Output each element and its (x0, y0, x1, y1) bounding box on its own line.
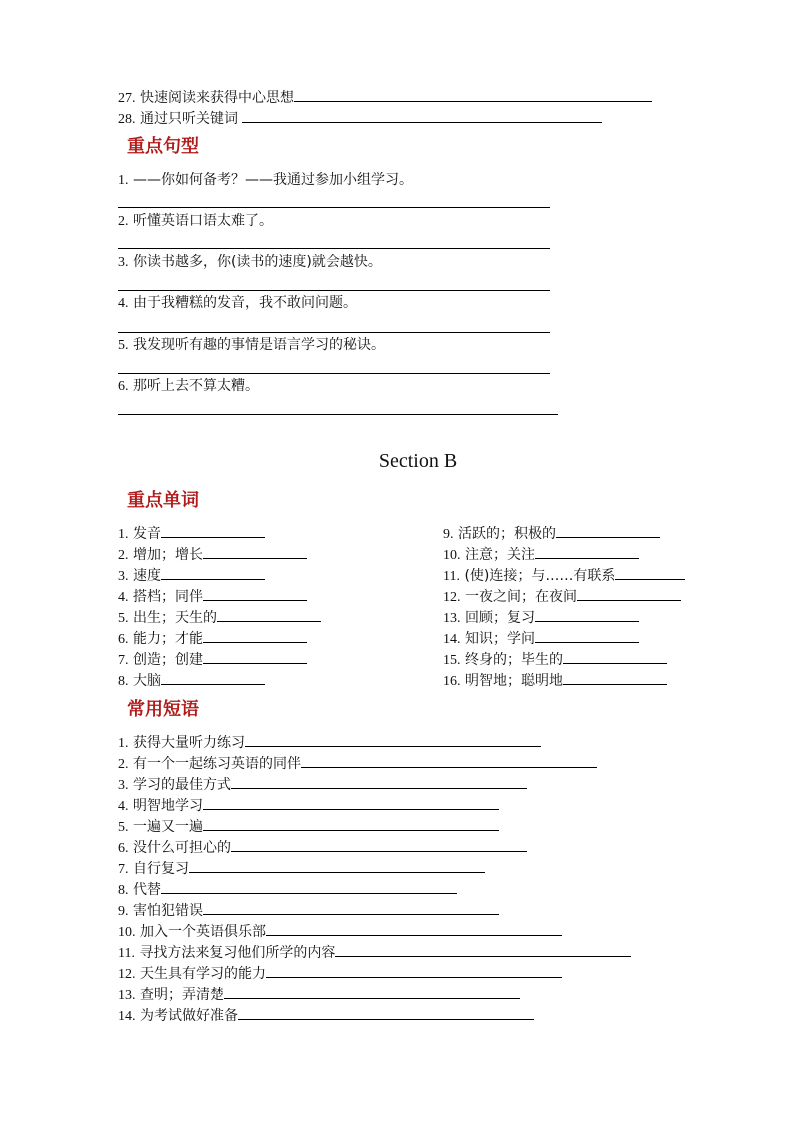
item-text: 明智地学习 (132, 798, 203, 814)
vocab-item (443, 543, 639, 566)
vocab-item (443, 669, 667, 692)
answer-blank[interactable] (203, 627, 307, 643)
item-number: 7. (118, 862, 129, 877)
answer-blank[interactable] (161, 878, 457, 894)
item-text: 由于我糟糕的发音，我不敢问问题。 (132, 295, 357, 311)
item-text: 增加；增长 (132, 547, 203, 563)
item-text: 大脑 (132, 673, 161, 689)
answer-blank[interactable] (224, 983, 520, 999)
item-text: 加入一个英语俱乐部 (139, 924, 266, 940)
phrase-item (118, 878, 457, 901)
item-number: 5. (118, 820, 129, 835)
item-text: 没什么可担心的 (132, 840, 231, 856)
answer-blank[interactable] (189, 857, 485, 873)
answer-line-1[interactable] (118, 207, 550, 208)
item-text: 学习的最佳方式 (132, 777, 231, 793)
item-number: 3. (118, 569, 129, 584)
item-text: (使)连接；与……有联系 (464, 568, 616, 584)
phrase-item (118, 836, 527, 859)
item-text: 终身的；毕生的 (464, 652, 563, 668)
answer-blank[interactable] (217, 606, 321, 622)
phrase-item (118, 941, 631, 964)
phrase-item (118, 752, 597, 775)
phrases-heading: 常用短语 (127, 699, 199, 720)
item-number: 12. (118, 967, 136, 982)
phrase-item (118, 857, 485, 880)
answer-line-2[interactable] (118, 248, 550, 249)
item-number: 14. (118, 1009, 136, 1024)
vocab-item (118, 543, 307, 566)
vocab-item (118, 564, 265, 587)
item-text: 注意；关注 (464, 547, 535, 563)
item-number: 9. (443, 527, 454, 542)
vocab-item (443, 585, 681, 608)
item-text: 出生；天生的 (132, 610, 217, 626)
vocab-item (443, 648, 667, 671)
item-number: 5. (118, 338, 129, 353)
item-text: 害怕犯错误 (132, 903, 203, 919)
answer-line-4[interactable] (118, 332, 550, 333)
answer-blank[interactable] (301, 752, 597, 768)
item-number: 11. (443, 569, 460, 584)
item-text: 一夜之间；在夜间 (464, 589, 577, 605)
item-number: 8. (118, 674, 129, 689)
item-text: 一遍又一遍 (132, 819, 203, 835)
vocab-item (443, 606, 639, 629)
answer-blank[interactable] (335, 941, 631, 957)
item-number: 1. (118, 527, 129, 542)
item-text: 自行复习 (132, 861, 189, 877)
answer-blank[interactable] (535, 543, 639, 559)
answer-blank[interactable] (266, 920, 562, 936)
answer-blank[interactable] (231, 836, 527, 852)
item-number: 13. (118, 988, 136, 1003)
vocab-item (118, 606, 321, 629)
sentence-item-1 (118, 170, 413, 191)
item-text: 活跃的；积极的 (457, 526, 556, 542)
item-number: 4. (118, 590, 129, 605)
sentence-item-6 (118, 376, 259, 397)
item-text: 通过只听关键词 (139, 111, 238, 127)
sentence-item-2 (118, 211, 273, 232)
item-number: 28. (118, 112, 136, 127)
item-number: 10. (118, 925, 136, 940)
item-text: 能力；才能 (132, 631, 203, 647)
vocab-heading: 重点单词 (127, 490, 199, 511)
item-number: 5. (118, 611, 129, 626)
item-number: 2. (118, 548, 129, 563)
item-text: 听懂英语口语太难了。 (132, 213, 273, 229)
item-number: 7. (118, 653, 129, 668)
answer-blank[interactable] (245, 731, 541, 747)
item-number: 4. (118, 296, 129, 311)
item-number: 16. (443, 674, 461, 689)
vocab-item (443, 522, 660, 545)
item-number: 1. (118, 736, 129, 751)
answer-blank[interactable] (535, 627, 639, 643)
vocab-item (118, 669, 265, 692)
item-text: 代替 (132, 882, 161, 898)
key-sentences-heading: 重点句型 (127, 136, 199, 157)
answer-blank[interactable] (203, 648, 307, 664)
sentence-item-3 (118, 252, 382, 273)
item-number: 3. (118, 255, 129, 270)
item-text: 创造；创建 (132, 652, 203, 668)
section-title: Section B (378, 450, 458, 472)
phrase-item (118, 773, 527, 796)
phrase-item (118, 983, 520, 1006)
item-number: 1. (118, 173, 129, 188)
item-number: 6. (118, 841, 129, 856)
item-number: 10. (443, 548, 461, 563)
phrase-item (118, 794, 499, 817)
vocab-item (118, 585, 307, 608)
item-number: 2. (118, 757, 129, 772)
item-text: 我发现听有趣的事情是语言学习的秘诀。 (132, 337, 385, 353)
vocab-item (443, 564, 685, 587)
item-text: 你读书越多，你(读书的速度)就会越快。 (132, 254, 382, 270)
item-number: 8. (118, 883, 129, 898)
answer-blank[interactable] (577, 585, 681, 601)
vocab-item (118, 648, 307, 671)
item-text: 查明；弄清楚 (139, 987, 224, 1003)
item-number: 2. (118, 214, 129, 229)
item-text: 有一个一起练习英语的同伴 (132, 756, 301, 772)
answer-line-5[interactable] (118, 373, 550, 374)
item-number: 27. (118, 91, 136, 106)
vocab-item (443, 627, 639, 650)
answer-blank[interactable] (535, 606, 639, 622)
phrase-item (118, 920, 562, 943)
item-text: 发音 (132, 526, 161, 542)
vocab-item (118, 627, 307, 650)
answer-blank[interactable] (266, 962, 562, 978)
item-text: 知识；学问 (464, 631, 535, 647)
item-number: 13. (443, 611, 461, 626)
item-text: ——你如何备考？——我通过参加小组学习。 (132, 172, 413, 188)
answer-blank[interactable] (203, 815, 499, 831)
sentence-item-5 (118, 335, 385, 356)
sentence-item-4 (118, 293, 357, 314)
phrase-item (118, 899, 499, 922)
phrase-item (118, 1004, 534, 1027)
answer-blank[interactable] (238, 1004, 534, 1020)
item-number: 6. (118, 379, 129, 394)
phrase-item-28 (118, 107, 602, 130)
item-number: 6. (118, 632, 129, 647)
item-number: 11. (118, 946, 135, 961)
answer-blank[interactable] (294, 86, 652, 102)
item-number: 9. (118, 904, 129, 919)
answer-blank[interactable] (242, 107, 602, 123)
answer-line-3[interactable] (118, 290, 550, 291)
answer-blank[interactable] (203, 899, 499, 915)
item-text: 获得大量听力练习 (132, 735, 245, 751)
answer-blank[interactable] (231, 773, 527, 789)
vocab-item (118, 522, 265, 545)
answer-line-6[interactable] (118, 414, 558, 415)
answer-blank[interactable] (615, 564, 685, 580)
item-text: 寻找方法来复习他们所学的内容 (139, 945, 336, 961)
answer-blank[interactable] (556, 522, 660, 538)
item-text: 那听上去不算太糟。 (132, 378, 259, 394)
phrase-item (118, 962, 562, 985)
item-text: 明智地；聪明地 (464, 673, 563, 689)
answer-blank[interactable] (203, 543, 307, 559)
phrase-item-27 (118, 86, 652, 109)
item-text: 搭档；同伴 (132, 589, 203, 605)
item-number: 4. (118, 799, 129, 814)
item-number: 14. (443, 632, 461, 647)
item-number: 3. (118, 778, 129, 793)
answer-blank[interactable] (161, 669, 265, 685)
answer-blank[interactable] (563, 669, 667, 685)
answer-blank[interactable] (203, 794, 499, 810)
item-text: 天生具有学习的能力 (139, 966, 266, 982)
answer-blank[interactable] (563, 648, 667, 664)
item-text: 为考试做好准备 (139, 1008, 238, 1024)
item-text: 快速阅读来获得中心思想 (139, 90, 294, 106)
answer-blank[interactable] (161, 522, 265, 538)
item-text: 回顾；复习 (464, 610, 535, 626)
item-number: 12. (443, 590, 461, 605)
answer-blank[interactable] (203, 585, 307, 601)
phrase-item (118, 731, 541, 754)
phrase-item (118, 815, 499, 838)
item-text: 速度 (132, 568, 161, 584)
item-number: 15. (443, 653, 461, 668)
answer-blank[interactable] (161, 564, 265, 580)
